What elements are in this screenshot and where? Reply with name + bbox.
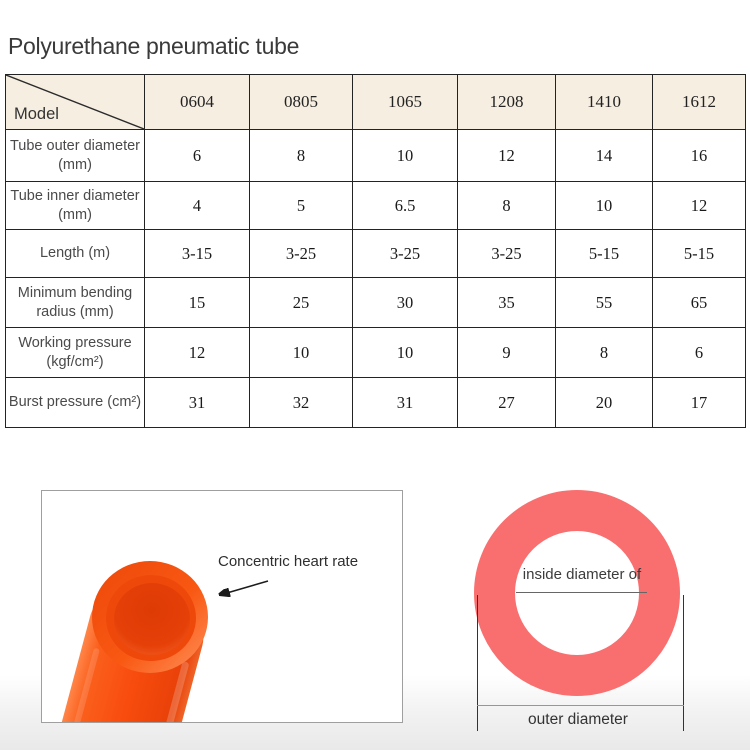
table-cell: 8 bbox=[250, 130, 353, 182]
column-header: 0805 bbox=[250, 75, 353, 130]
table-cell: 5-15 bbox=[653, 230, 746, 278]
table-cell: 10 bbox=[556, 182, 653, 230]
table-cell: 3-25 bbox=[458, 230, 556, 278]
table-row bbox=[6, 230, 746, 278]
table-cell: 30 bbox=[353, 278, 458, 328]
table-cell: 12 bbox=[145, 328, 250, 378]
header-row bbox=[6, 75, 746, 130]
table-cell: 3-25 bbox=[353, 230, 458, 278]
column-header: 1208 bbox=[458, 75, 556, 130]
row-label: Working pressure (kgf/cm²) bbox=[6, 328, 145, 378]
table-row bbox=[6, 130, 746, 182]
table-cell: 31 bbox=[145, 378, 250, 428]
outer-diameter-right-extension-line bbox=[683, 595, 684, 731]
table-cell: 14 bbox=[556, 130, 653, 182]
table-cell: 8 bbox=[458, 182, 556, 230]
outer-diameter-label: outer diameter bbox=[528, 711, 628, 728]
table-cell: 32 bbox=[250, 378, 353, 428]
spec-table bbox=[5, 74, 746, 428]
table-cell: 10 bbox=[353, 130, 458, 182]
annotation-arrow bbox=[220, 581, 268, 595]
table-row bbox=[6, 182, 746, 230]
model-corner-cell bbox=[6, 75, 145, 130]
table-cell: 35 bbox=[458, 278, 556, 328]
table-cell: 65 bbox=[653, 278, 746, 328]
table-cell: 5-15 bbox=[556, 230, 653, 278]
table-cell: 17 bbox=[653, 378, 746, 428]
column-header: 1612 bbox=[653, 75, 746, 130]
table-cell: 3-25 bbox=[250, 230, 353, 278]
table-cell: 10 bbox=[353, 328, 458, 378]
column-header: 0604 bbox=[145, 75, 250, 130]
table-cell: 31 bbox=[353, 378, 458, 428]
table-cell: 6 bbox=[145, 130, 250, 182]
row-label: Length (m) bbox=[6, 230, 145, 278]
table-cell: 10 bbox=[250, 328, 353, 378]
table-cell: 25 bbox=[250, 278, 353, 328]
table-cell: 16 bbox=[653, 130, 746, 182]
row-label: Tube inner diameter (mm) bbox=[6, 182, 145, 230]
inside-diameter-label: inside diameter of bbox=[522, 566, 642, 583]
outer-diameter-line bbox=[477, 705, 684, 706]
tube-annotation: Concentric heart rate bbox=[218, 553, 359, 570]
tube-illustration bbox=[42, 491, 402, 722]
inside-diameter-line bbox=[516, 592, 647, 593]
model-label: Model bbox=[14, 105, 59, 123]
table-cell: 27 bbox=[458, 378, 556, 428]
row-label: Minimum bending radius (mm) bbox=[6, 278, 145, 328]
column-header: 1065 bbox=[353, 75, 458, 130]
outer-diameter-left-extension-line bbox=[477, 595, 478, 731]
table-cell: 15 bbox=[145, 278, 250, 328]
table-row bbox=[6, 278, 746, 328]
table-cell: 12 bbox=[458, 130, 556, 182]
tube-bore bbox=[114, 583, 190, 655]
table-cell: 5 bbox=[250, 182, 353, 230]
table-row bbox=[6, 378, 746, 428]
table-cell: 8 bbox=[556, 328, 653, 378]
table-cell: 6.5 bbox=[353, 182, 458, 230]
row-label: Burst pressure (cm²) bbox=[6, 378, 145, 428]
table-cell: 3-15 bbox=[145, 230, 250, 278]
table-cell: 55 bbox=[556, 278, 653, 328]
table-cell: 20 bbox=[556, 378, 653, 428]
column-header: 1410 bbox=[556, 75, 653, 130]
table-row bbox=[6, 328, 746, 378]
tube-cross-section-ring bbox=[474, 490, 680, 696]
table-cell: 12 bbox=[653, 182, 746, 230]
table-cell: 4 bbox=[145, 182, 250, 230]
table-cell: 9 bbox=[458, 328, 556, 378]
table-cell: 6 bbox=[653, 328, 746, 378]
row-label: Tube outer diameter (mm) bbox=[6, 130, 145, 182]
page-title: Polyurethane pneumatic tube bbox=[8, 33, 300, 59]
tube-photo-panel bbox=[41, 490, 403, 723]
